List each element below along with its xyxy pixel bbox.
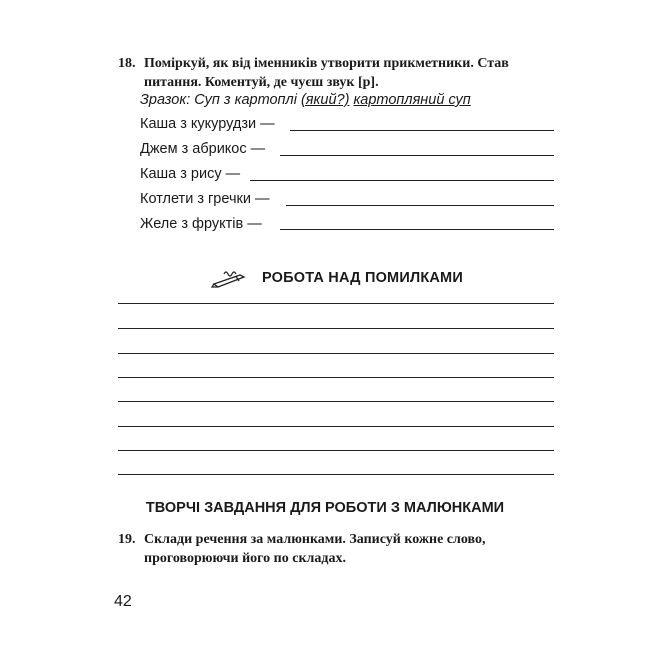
example-question: (який?) <box>300 92 350 108</box>
task-text: Поміркуй, як від іменників утворити прикметники. Став питання. Коментуй, де чуєш звук [р]. <box>144 56 509 90</box>
answer-line[interactable] <box>290 130 554 131</box>
writing-line[interactable] <box>118 426 554 427</box>
example-answer: картопляний суп <box>353 92 471 108</box>
answer-line[interactable] <box>286 205 554 206</box>
exercise-label: Джем з абрикос — <box>140 141 266 157</box>
page-number: 42 <box>114 593 132 610</box>
writing-line[interactable] <box>118 353 554 354</box>
exercise-item <box>140 191 269 211</box>
section-title: ТВОРЧІ ЗАВДАННЯ ДЛЯ РОБОТИ З МАЛЮНКАМИ <box>145 500 505 516</box>
task-number: 19. <box>118 532 136 547</box>
task-text: Склади речення за малюнками. Записуй кожне слово, проговорюючи його по складах. <box>144 532 486 566</box>
task-number: 18. <box>118 56 136 71</box>
exercise-label: Желе з фруктів — <box>140 216 262 232</box>
exercise-label: Котлети з гречки — <box>140 191 270 207</box>
pen-icon <box>210 266 250 288</box>
task-18 <box>118 54 558 92</box>
exercise-item <box>140 141 265 161</box>
answer-line[interactable] <box>280 155 554 156</box>
writing-line[interactable] <box>118 401 554 402</box>
writing-line[interactable] <box>118 328 554 329</box>
answer-line[interactable] <box>250 180 554 181</box>
example-phrase: Суп з картоплі <box>194 92 297 108</box>
exercise-label: Каша з рису — <box>140 166 241 182</box>
writing-line[interactable] <box>118 303 554 304</box>
exercise-item <box>140 166 240 186</box>
example-prefix: Зразок: <box>140 92 191 108</box>
writing-line[interactable] <box>118 474 554 475</box>
example-line <box>140 92 471 108</box>
exercise-item <box>140 116 275 136</box>
answer-line[interactable] <box>280 229 554 230</box>
exercise-item <box>140 216 262 236</box>
writing-line[interactable] <box>118 377 554 378</box>
writing-line[interactable] <box>118 450 554 451</box>
exercise-label: Каша з кукурудзи — <box>140 116 275 132</box>
task-19 <box>118 530 558 568</box>
errors-heading: РОБОТА НАД ПОМИЛКАМИ <box>262 270 463 286</box>
